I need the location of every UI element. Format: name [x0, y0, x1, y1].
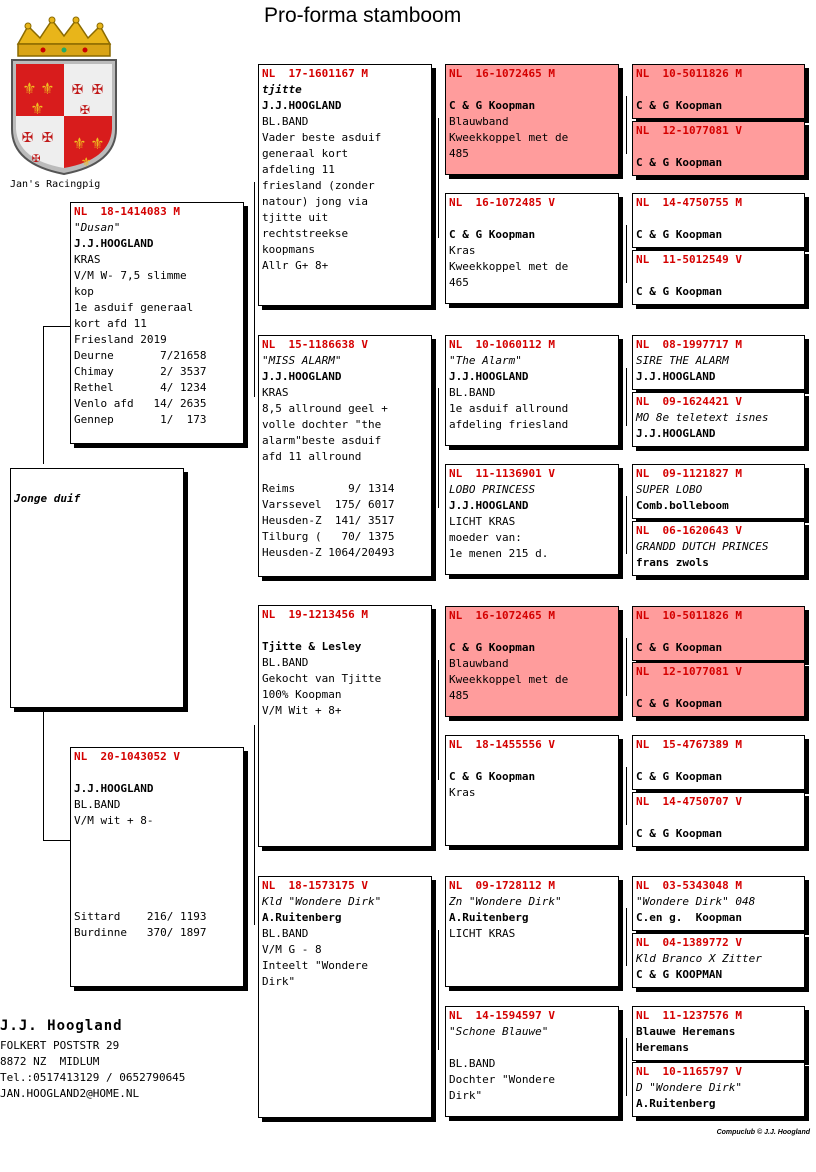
great-great-grandparent-card: [632, 1062, 805, 1117]
info-line: Kld Branco X Zitter: [636, 952, 762, 965]
ring-number: NL 18-1573175 V: [262, 879, 368, 892]
ring-number: NL 10-5011826 M: [636, 609, 742, 622]
info-line: volle dochter "the: [262, 418, 382, 431]
connector-line: [438, 660, 439, 780]
svg-text:✠: ✠: [92, 78, 103, 99]
info-line: BL.BAND: [449, 386, 496, 399]
info-line: C & G Koopman: [449, 641, 536, 654]
info-line: C & G KOOPMAN: [636, 968, 723, 981]
spacer: [74, 861, 240, 877]
info-line: "The Alarm": [449, 354, 522, 367]
info-line: "Schone Blauwe": [449, 1025, 549, 1038]
info-line: rechtstreekse: [262, 227, 349, 240]
info-line: J.J.HOOGLAND: [636, 427, 716, 440]
great-grandparent-card: [445, 64, 619, 175]
owner-phone: Tel.:0517413129 / 0652790645: [0, 1071, 186, 1084]
svg-text:⚜: ⚜: [32, 98, 43, 119]
spacer: [449, 82, 615, 98]
great-great-grandparent-card: [632, 606, 805, 661]
info-line: afd 11 allround: [262, 450, 362, 463]
great-great-grandparent-card: [632, 64, 805, 119]
great-grandparent-card: [445, 1006, 619, 1117]
info-line: Burdinne 370/ 1897: [74, 926, 207, 939]
ring-number: NL 20-1043052 V: [74, 750, 180, 763]
info-line: Reims 9/ 1314: [262, 482, 395, 495]
spacer: [449, 211, 615, 227]
info-line: C & G Koopman: [636, 228, 723, 241]
svg-text:⚜: ⚜: [74, 133, 85, 154]
info-line: J.J.HOOGLAND: [449, 499, 529, 512]
spacer: [449, 753, 615, 769]
spacer: [636, 211, 801, 227]
info-line: "MISS ALARM": [262, 354, 342, 367]
info-line: SUPER LOBO: [636, 483, 703, 496]
info-line: V/M Wit + 8+: [262, 704, 342, 717]
ring-number: NL 10-1060112 M: [449, 338, 555, 351]
info-line: LICHT KRAS: [449, 927, 516, 940]
spacer: [262, 623, 428, 639]
info-line: tjitte: [262, 83, 302, 96]
info-line: moeder van:: [449, 531, 522, 544]
info-line: kop: [74, 285, 94, 298]
ring-number: NL 16-1072485 V: [449, 196, 555, 209]
info-line: natour) jong via: [262, 195, 368, 208]
ring-number: NL 09-1728112 M: [449, 879, 555, 892]
info-line: A.Ruitenberg: [262, 911, 342, 924]
spacer: [74, 877, 240, 893]
info-line: Dochter "Wondere: [449, 1073, 555, 1086]
info-line: Sittard 216/ 1193: [74, 910, 207, 923]
subject-pigeon-card: [10, 468, 184, 708]
info-line: V/M wit + 8-: [74, 814, 154, 827]
ring-number: NL 10-5011826 M: [636, 67, 742, 80]
svg-text:⚜: ⚜: [42, 78, 53, 99]
info-line: Blauwband: [449, 115, 509, 128]
info-line: C & G Koopman: [636, 641, 723, 654]
info-line: C & G Koopman: [636, 697, 723, 710]
info-line: frans zwols: [636, 556, 709, 569]
connector-line: [626, 1038, 627, 1096]
connector-line: [43, 326, 44, 464]
connector-line: [43, 326, 71, 327]
great-great-grandparent-card: [632, 1006, 805, 1061]
ring-number: NL 14-4750707 V: [636, 795, 742, 808]
connector-line: [626, 496, 627, 554]
info-line: C & G Koopman: [449, 770, 536, 783]
connector-line: [43, 840, 71, 841]
info-line: friesland (zonder: [262, 179, 375, 192]
ring-number: NL 11-1237576 M: [636, 1009, 742, 1022]
info-line: J.J.HOOGLAND: [74, 237, 154, 250]
info-line: Comb.bolleboom: [636, 499, 729, 512]
connector-line: [626, 908, 627, 966]
info-line: Kras: [449, 244, 476, 257]
info-line: Kweekkoppel met de: [449, 260, 569, 273]
info-line: Kld "Wondere Dirk": [262, 895, 382, 908]
ring-number: NL 11-5012549 V: [636, 253, 742, 266]
info-line: 100% Koopman: [262, 688, 342, 701]
info-line: alarm"beste asduif: [262, 434, 382, 447]
info-line: SIRE THE ALARM: [636, 354, 729, 367]
info-line: KRAS: [74, 253, 101, 266]
great-great-grandparent-card: [632, 193, 805, 248]
info-line: Zn "Wondere Dirk": [449, 895, 562, 908]
info-line: Venlo afd 14/ 2635: [74, 397, 207, 410]
great-great-grandparent-card: [632, 392, 805, 447]
info-line: C.en g. Koopman: [636, 911, 742, 924]
info-line: C & G Koopman: [636, 156, 723, 169]
info-line: GRANDD DUTCH PRINCES: [636, 540, 769, 553]
spacer: [636, 680, 801, 696]
info-line: 8,5 allround geel +: [262, 402, 388, 415]
svg-text:✠: ✠: [72, 78, 83, 99]
spacer: [262, 465, 428, 481]
great-great-grandparent-card: [632, 521, 805, 576]
great-grandparent-card: [445, 735, 619, 846]
info-line: Kweekkoppel met de: [449, 673, 569, 686]
paternal-grandfather-card: [258, 64, 432, 306]
great-great-grandparent-card: [632, 792, 805, 847]
footer-credit: Compuclub © J.J. Hoogland: [716, 1129, 810, 1136]
info-line: Blauwe Heremans: [636, 1025, 736, 1038]
ring-number: NL 11-1136901 V: [449, 467, 555, 480]
ring-number: NL 12-1077081 V: [636, 124, 742, 137]
ring-number: NL 19-1213456 M: [262, 608, 368, 621]
ring-number: NL 04-1389772 V: [636, 936, 742, 949]
mother-card: [70, 747, 244, 987]
ring-number: NL 10-1165797 V: [636, 1065, 742, 1078]
svg-text:✠: ✠: [80, 99, 90, 118]
info-line: kort afd 11: [74, 317, 147, 330]
info-line: "Dusan": [74, 221, 121, 234]
connector-line: [254, 182, 255, 397]
ring-number: NL 09-1121827 M: [636, 467, 742, 480]
info-line: LICHT KRAS: [449, 515, 516, 528]
info-line: BL.BAND: [449, 1057, 496, 1070]
spacer: [449, 624, 615, 640]
father-card: [70, 202, 244, 444]
owner-name: J.J. Hoogland: [0, 1018, 123, 1034]
info-line: BL.BAND: [262, 927, 309, 940]
spacer: [636, 268, 801, 284]
info-line: V/M W- 7,5 slimme: [74, 269, 187, 282]
svg-text:✠: ✠: [32, 150, 41, 166]
ring-number: NL 14-1594597 V: [449, 1009, 555, 1022]
info-line: Friesland 2019: [74, 333, 167, 346]
info-line: Gennep 1/ 173: [74, 413, 207, 426]
info-line: afdeling 11: [262, 163, 335, 176]
info-line: Deurne 7/21658: [74, 349, 207, 362]
connector-line: [626, 96, 627, 154]
ring-number: NL 09-1624421 V: [636, 395, 742, 408]
great-great-grandparent-card: [632, 250, 805, 305]
great-great-grandparent-card: [632, 933, 805, 988]
spacer: [74, 845, 240, 861]
info-line: MO 8e teletext isnes: [636, 411, 769, 424]
ring-number: NL 12-1077081 V: [636, 665, 742, 678]
info-line: C & G Koopman: [636, 285, 723, 298]
ring-number: NL 08-1997717 M: [636, 338, 742, 351]
info-line: BL.BAND: [74, 798, 121, 811]
ring-number: NL 15-1186638 V: [262, 338, 368, 351]
ring-number: NL 16-1072465 M: [449, 67, 555, 80]
ring-number: NL 17-1601167 M: [262, 67, 368, 80]
great-great-grandparent-card: [632, 121, 805, 176]
info-line: J.J.HOOGLAND: [74, 782, 154, 795]
info-line: Gekocht van Tjitte: [262, 672, 382, 685]
info-line: C & G Koopman: [636, 770, 723, 783]
page-title: Pro-forma stamboom: [264, 4, 462, 27]
connector-line: [43, 710, 44, 840]
great-great-grandparent-card: [632, 464, 805, 519]
maternal-grandmother-card: [258, 876, 432, 1118]
ring-number: NL 16-1072465 M: [449, 609, 555, 622]
info-line: Dirk": [449, 1089, 483, 1102]
spacer: [636, 139, 801, 155]
ring-number: NL 06-1620643 V: [636, 524, 742, 537]
paternal-grandmother-card: [258, 335, 432, 577]
info-line: C & G Koopman: [449, 99, 536, 112]
info-line: Allr G+ 8+: [262, 259, 329, 272]
info-line: V/M G - 8: [262, 943, 322, 956]
info-line: J.J.HOOGLAND: [262, 370, 342, 383]
owner-email: JAN.HOOGLAND2@HOME.NL: [0, 1087, 140, 1100]
info-line: 1e menen 215 d.: [449, 547, 549, 560]
connector-line: [438, 388, 439, 508]
info-line: BL.BAND: [262, 656, 309, 669]
owner-address: FOLKERT POSTSTR 29: [0, 1039, 120, 1052]
info-line: A.Ruitenberg: [449, 911, 529, 924]
info-line: Tilburg ( 70/ 1375: [262, 530, 395, 543]
info-line: 485: [449, 689, 469, 702]
connector-line: [626, 638, 627, 696]
maternal-grandfather-card: [258, 605, 432, 847]
spacer: [636, 810, 801, 826]
info-line: Heremans: [636, 1041, 689, 1054]
connector-line: [438, 930, 439, 1050]
spacer: [74, 765, 240, 781]
connector-line: [626, 368, 627, 426]
great-grandparent-card: [445, 606, 619, 717]
info-line: Jonge duif: [14, 492, 81, 505]
svg-text:⚜: ⚜: [82, 154, 91, 170]
info-line: D "Wondere Dirk": [636, 1081, 742, 1094]
great-grandparent-card: [445, 193, 619, 304]
info-line: Tjitte & Lesley: [262, 640, 362, 653]
crest-caption: Jan's Racingpig: [10, 179, 101, 190]
info-line: KRAS: [262, 386, 289, 399]
spacer: [74, 893, 240, 909]
info-line: Dirk": [262, 975, 296, 988]
great-great-grandparent-card: [632, 876, 805, 931]
info-line: A.Ruitenberg: [636, 1097, 716, 1110]
info-line: J.J.HOOGLAND: [262, 99, 342, 112]
info-line: Heusden-Z 1064/20493: [262, 546, 395, 559]
great-great-grandparent-card: [632, 735, 805, 790]
spacer: [636, 624, 801, 640]
info-line: 465: [449, 276, 469, 289]
great-great-grandparent-card: [632, 662, 805, 717]
info-line: "Wondere Dirk" 048: [636, 895, 756, 908]
info-line: Rethel 4/ 1234: [74, 381, 207, 394]
info-line: tjitte uit: [262, 211, 329, 224]
ring-number: NL 15-4767389 M: [636, 738, 742, 751]
connector-line: [438, 118, 439, 238]
info-line: Kweekkoppel met de: [449, 131, 569, 144]
svg-text:✠: ✠: [42, 126, 53, 147]
info-line: C & G Koopman: [636, 827, 723, 840]
spacer: [449, 1040, 615, 1056]
info-line: Inteelt "Wondere: [262, 959, 368, 972]
info-line: Blauwband: [449, 657, 509, 670]
ring-number: NL 18-1414083 M: [74, 205, 180, 218]
info-line: C & G Koopman: [636, 99, 723, 112]
info-line: J.J.HOOGLAND: [449, 370, 529, 383]
spacer: [636, 753, 801, 769]
info-line: C & G Koopman: [449, 228, 536, 241]
svg-text:✠: ✠: [22, 126, 33, 147]
connector-line: [254, 725, 255, 925]
coat-of-arms-logo: [8, 14, 120, 176]
great-grandparent-card: [445, 335, 619, 446]
info-line: J.J.HOOGLAND: [636, 370, 716, 383]
owner-city: 8872 NZ MIDLUM: [0, 1055, 100, 1068]
owner-info: [0, 1018, 185, 1102]
info-line: BL.BAND: [262, 115, 309, 128]
info-line: generaal kort: [262, 147, 349, 160]
info-line: 1e asduif generaal: [74, 301, 194, 314]
info-line: 1e asduif allround: [449, 402, 569, 415]
ring-number: NL 14-4750755 M: [636, 196, 742, 209]
great-great-grandparent-card: [632, 335, 805, 390]
ring-number: NL 03-5343048 M: [636, 879, 742, 892]
great-grandparent-card: [445, 464, 619, 575]
info-line: Vader beste asduif: [262, 131, 382, 144]
info-line: Chimay 2/ 3537: [74, 365, 207, 378]
info-line: afdeling friesland: [449, 418, 569, 431]
info-line: Heusden-Z 141/ 3517: [262, 514, 395, 527]
svg-text:⚜: ⚜: [92, 133, 103, 154]
info-line: Varssevel 175/ 6017: [262, 498, 395, 511]
info-line: Kras: [449, 786, 476, 799]
info-line: koopmans: [262, 243, 315, 256]
connector-line: [626, 225, 627, 283]
info-line: LOBO PRINCESS: [449, 483, 536, 496]
spacer: [74, 829, 240, 845]
svg-text:⚜: ⚜: [24, 78, 35, 99]
great-grandparent-card: [445, 876, 619, 987]
spacer: [636, 82, 801, 98]
ring-number: NL 18-1455556 V: [449, 738, 555, 751]
info-line: 485: [449, 147, 469, 160]
connector-line: [626, 767, 627, 825]
